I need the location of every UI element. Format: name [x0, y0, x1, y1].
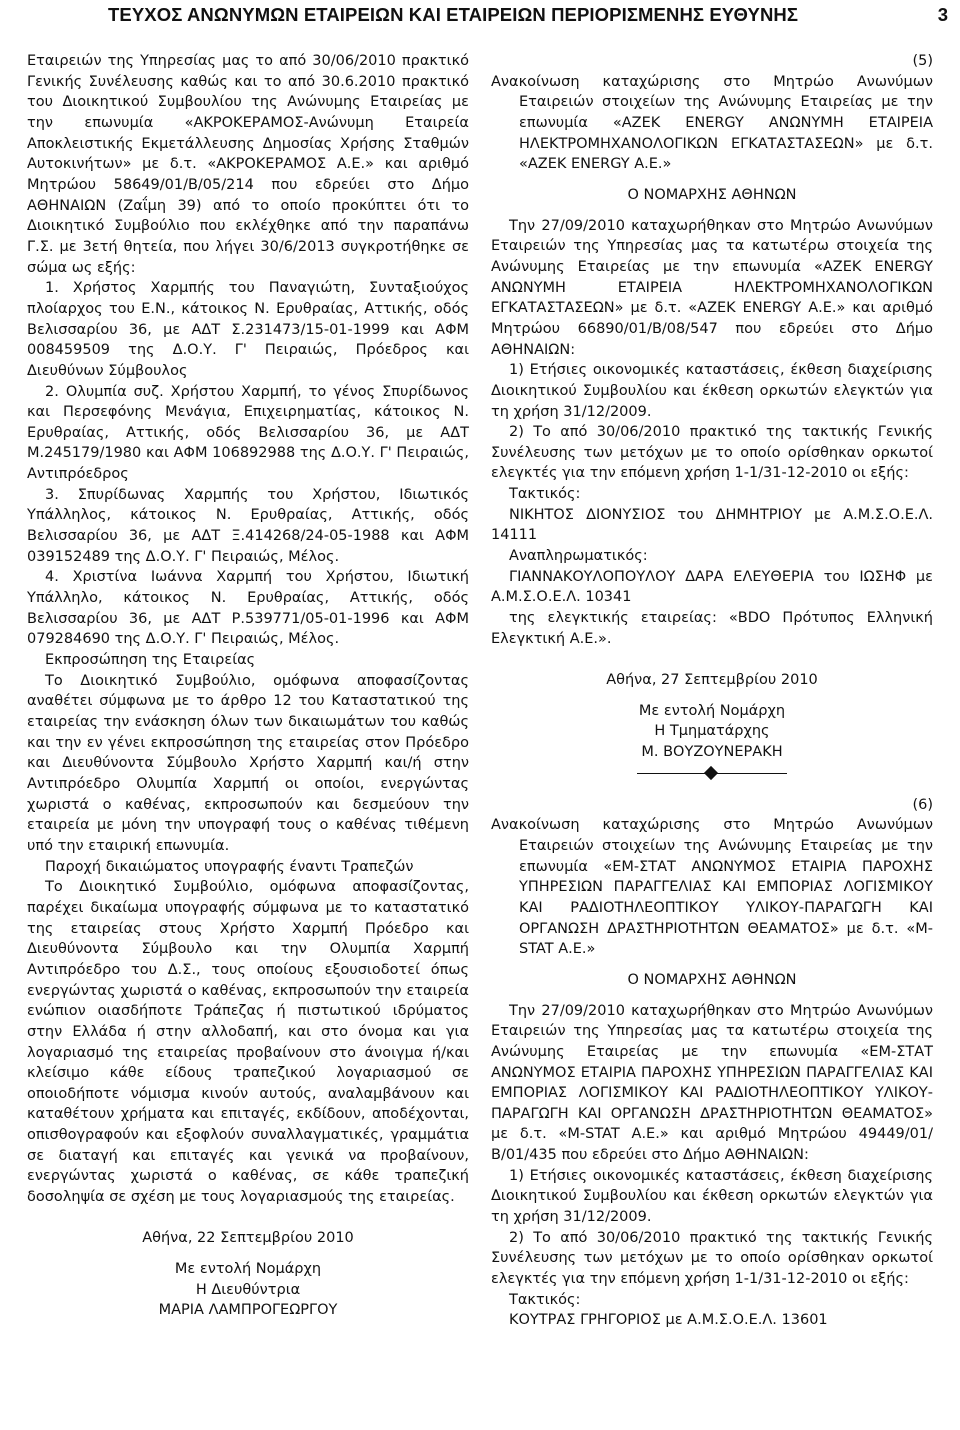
- announcement-5-regular-auditor: ΝΙΚΗΤΟΣ ΔΙΟΝΥΣΙΟΣ του ΔΗΜΗΤΡΙΟΥ με Α.Μ.Σ.Ο.Ε.Λ. 14111: [491, 506, 933, 544]
- announcement-5-regular-label: Τακτικός:: [509, 486, 581, 503]
- board-member-2: 2. Ολυμπία συζ. Χρήστου Χαρμπή, το γένος Σπυρίδωνος και Περσεφόνης Μενάγια, Επιχειρηματίας, κάτοικος Ν. Ερυθραίας, Αττικής, οδός Βελισσαρίου 36, με ΑΔΤ Μ.245179/1980 και ΑΦΜ 106892988 της Δ.Ο.Υ. Γ' Πειραιώς, Αντιπρόεδρος: [27, 383, 469, 483]
- announcement-6-regular-label: Τακτικός:: [509, 1291, 581, 1308]
- signature-text: Το Διοικητικό Συμβούλιο, ομόφωνα αποφασίζοντας, παρέχει δικαίωμα υπογραφής σύμφωνα με το καταστατικό της εταιρείας στους Χρήστο Χαρμπή Πρόεδρο και Διευθύνοντα Σύμβουλο και την Ολυμπία Χαρμπή Αντιπρόεδρο του Δ.Σ., τους οποίους εξουσιοδοτεί όπως ενεργώντας χωριστά ο καθένας, εκπροσωπούν την εταιρεία ενώπιον οιασδήποτε Τράπεζας ή πιστωτικού ιδρύματος στην Ελλάδα ή στην αλλοδαπή, και στο όνομα και για λογαριασμό της εταιρείας προβαίνουν στο άνοιγμα ή/και κλείσιμο κάθε είδους τραπεζικού λογαριασμού σε οποιοδήποτε νόμισμα κινούν αυτούς, αναλαμβάνουν και καταθέτουν χρήματα και επιταγές, εκδίδουν, αποδέχονται, οπισθογραφούν και εξοφλούν συναλλαγματικές, γραμμάτια σε διαταγή και επιταγές και γενικά να προβαίνουν, ενεργώντας χωριστά ο καθένας, σε κάθε τραπεζική δοσοληψία σε σχέση με τους λογαριασμούς της εταιρείας.: [27, 879, 469, 1206]
- issue-title: ΤΕΥΧΟΣ ΑΝΩΝΥΜΩΝ ΕΤΑΙΡΕΙΩΝ ΚΑΙ ΕΤΑΙΡΕΙΩΝ ΠΕΡΙΟΡΙΣΜΕΝΗΣ ΕΥΘΥΝΗΣ: [108, 4, 799, 25]
- announcement-5-substitute-label: Αναπληρωματικός:: [509, 548, 648, 565]
- board-member-1: 1. Χρήστος Χαρμπής του Παναγιώτη, Συνταξιούχος πλοίαρχος του Ε.Ν., κάτοικος Ν. Ερυθραίας, Αττικής, οδός Βελισσαρίου 36, με ΑΔΤ Σ.231473/15-01-1999 και ΑΦΜ 008459509 της Δ.Ο.Υ. Γ' Πειραιώς, Πρόεδρος και Διευθύνων Σύμβουλος: [27, 280, 469, 379]
- intro-paragraph: Εταιρειών της Υπηρεσίας μας το από 30/06/2010 πρακτικό Γενικής Συνέλευσης καθώς και το από 30.6.2010 πρακτικό του Διοικητικού Συμβουλίου της Ανώνυμης Εταιρείας με την επωνυμία «ΑΚΡΟΚΕΡΑΜΟΣ-Ανώνυμη Εταιρεία Αποκλειστικής Εκμετάλλευσης Δημοσίας Χρήσης Σταθμών Αυτοκινήτων» με δ.τ. «ΑΚΡΟΚΕΡΑΜΟΣ Α.Ε.» και αριθμό Μητρώου 58649/01/Β/05/214 που εδρεύει στο Δήμο ΑΘΗΝΑΙΩΝ (Ζαΐμη 39) από το οποίο προκύπτει ότι το Διοικητικό Συμβούλιο που εκλέχθηκε από την παραπάνω Γ.Σ. με 3ετή θητεία, που λήγει 30/6/2013 συγκροτήθηκε σε σώμα ως εξής:: [27, 53, 469, 276]
- announcement-5-date: Αθήνα, 27 Σεπτεμβρίου 2010: [606, 672, 818, 689]
- announcement-6-authority: Ο ΝΟΜΑΡΧΗΣ ΑΘΗΝΩΝ: [627, 971, 797, 988]
- separator-diamond-icon: [704, 766, 718, 780]
- announcement-5-item-1: 1) Ετήσιες οικονομικές καταστάσεις, έκθεση διαχείρισης Διοικητικού Συμβουλίου και έκθεση ορκωτών ελεγκτών για τη χρήση 31/12/2009.: [491, 362, 933, 420]
- announcement-6-item-2: 2) Το από 30/06/2010 πρακτικό της τακτικής Γενικής Συνέλευσης των μετόχων με το οποίο ορίσθηκαν ορκωτοί ελεγκτές για την επόμενη χρήση 1-1/31-12-2010 οι εξής:: [491, 1229, 933, 1288]
- announcement-5-number: (5): [912, 53, 933, 69]
- section-separator: [637, 763, 787, 785]
- announcement-5-authority: Ο ΝΟΜΑΡΧΗΣ ΑΘΗΝΩΝ: [627, 186, 797, 203]
- announcement-6-title: Ανακοίνωση καταχώρισης στο Μητρώο Ανωνύμων Εταιρειών στοιχείων της Ανώνυμης Εταιρείας με την επωνυμία «ΕΜ-ΣΤΑΤ ΑΝΩΝΥΜΟΣ ΕΤΑΙΡΙΑ ΠΑΡΟΧΗΣ ΥΠΗΡΕΣΙΩΝ ΠΑΡΑΓΓΕΛΙΑΣ ΚΑΙ ΕΜΠΟΡΙΑΣ ΛΟΓΙΣΜΙΚΟΥ ΚΑΙ ΡΑΔΙΟΤΗΛΕΟΠΤΙΚΟΥ ΥΛΙΚΟΥ-ΠΑΡΑΓΩΓΗ ΚΑΙ ΟΡΓΑΝΩΣΗ ΔΡΑΣΤΗΡΙΟΤΗΤΩΝ ΘΕΑΜΑΤΟΣ» με δ.τ. «M-STAT Α.Ε.»: [491, 817, 933, 958]
- left-column: [27, 51, 469, 1321]
- announcement-5-role: Η Τμηματάρχης: [654, 723, 770, 740]
- page-header: [0, 0, 960, 32]
- announcement-6-regular-auditor: ΚΟΥΤΡΑΣ ΓΡΗΓΟΡΙΟΣ με Α.Μ.Σ.Ο.Ε.Λ. 13601: [509, 1312, 828, 1329]
- representation-heading: Εκπροσώπηση της Εταιρείας: [45, 652, 256, 669]
- announcement-5-title: Ανακοίνωση καταχώρισης στο Μητρώο Ανωνύμων Εταιρειών στοιχείων της Ανώνυμης Εταιρείας με την επωνυμία «ΑΖΕΚ ENERGY ΑΝΩΝΥΜΗ ΕΤΑΙΡΕΙΑ ΗΛΕΚΤΡΟΜΗΧΑΝΟΛΟΓΙΚΩΝ ΕΓΚΑΤΑΣΤΑΣΕΩΝ» με δ.τ. «ΑΖΕΚ ENERGY Α.Ε.»: [491, 73, 933, 173]
- page-number: 3: [937, 4, 948, 25]
- left-role: Η Διευθύντρια: [195, 1281, 301, 1298]
- announcement-5-item-2: 2) Το από 30/06/2010 πρακτικό της τακτικής Γενικής Συνέλευσης των μετόχων με το οποίο ορίσθηκαν ορκωτοί ελεγκτές για την επόμενη χρήση 1-1/31-12-2010 οι εξής:: [491, 424, 933, 482]
- left-order: Με εντολή Νομάρχη: [174, 1261, 322, 1278]
- left-date: Αθήνα, 22 Σεπτεμβρίου 2010: [142, 1230, 354, 1247]
- announcement-5-audit-firm: της ελεγκτικής εταιρείας: «BDO Πρότυπος Ελληνική Ελεγκτική Α.Ε.».: [491, 610, 933, 647]
- announcement-6-text: Την 27/09/2010 καταχωρήθηκαν στο Μητρώο Ανωνύμων Εταιρειών της Υπηρεσίας μας τα κατωτέρω στοιχεία της Ανώνυμης Εταιρείας με την επωνυμία «ΕΜ-ΣΤΑΤ ΑΝΩΝΥΜΟΣ ΕΤΑΙΡΙΑ ΠΑΡΟΧΗΣ ΥΠΗΡΕΣΙΩΝ ΠΑΡΑΓΓΕΛΙΑΣ ΚΑΙ ΕΜΠΟΡΙΑΣ ΛΟΓΙΣΜΙΚΟΥ ΚΑΙ ΡΑΔΙΟΤΗΛΕΟΠΤΙΚΟΥ ΥΛΙΚΟΥ-ΠΑΡΑΓΩΓΗ ΚΑΙ ΟΡΓΑΝΩΣΗ ΔΡΑΣΤΗΡΙΟΤΗΤΩΝ ΘΕΑΜΑΤΟΣ» με δ.τ. «M-STAT Α.Ε.» και αριθμό Μητρώου 49449/01/Β/01/435 που εδρεύει στο Δήμο ΑΘΗΝΑΙΩΝ:: [491, 1002, 933, 1164]
- announcement-5-signatory: Μ. ΒΟΥΖΟΥΝΕΡΑΚΗ: [641, 743, 783, 760]
- announcement-6-item-1: 1) Ετήσιες οικονομικές καταστάσεις, έκθεση διαχείρισης Διοικητικού Συμβουλίου και έκθεση ορκωτών ελεγκτών για τη χρήση 31/12/2009.: [491, 1167, 933, 1226]
- announcement-6-number: (6): [912, 796, 933, 813]
- right-column: [491, 51, 933, 1331]
- announcement-5-text: Την 27/09/2010 καταχωρήθηκαν στο Μητρώο Ανωνύμων Εταιρειών της Υπηρεσίας μας τα κατωτέρω στοιχεία της Ανώνυμης Εταιρείας με την επωνυμία «ΑΖΕΚ ENERGY ΑΝΩΝΥΜΗ ΕΤΑΙΡΕΙΑ ΗΛΕΚΤΡΟΜΗΧΑΝΟΛΟΓΙΚΩΝ ΕΓΚΑΤΑΣΤΑΣΕΩΝ» με δ.τ. «ΑΖΕΚ ENERGY Α.Ε.» και αριθμό Μητρώου 66890/01/Β/08/547 που εδρεύει στο Δήμο ΑΘΗΝΑΙΩΝ:: [491, 217, 933, 358]
- left-signatory: ΜΑΡΙΑ ΛΑΜΠΡΟΓΕΩΡΓΟΥ: [158, 1302, 338, 1319]
- signature-heading: Παροχή δικαιώματος υπογραφής έναντι Τραπεζών: [45, 858, 414, 875]
- representation-text: Το Διοικητικό Συμβούλιο, ομόφωνα αποφασίζοντας αναθέτει σύμφωνα με το άρθρο 12 του Καταστατικού της εταιρείας την ενάσκηση όλων των δικαιωμάτων του καθώς και την εν γένει εκπροσώπηση της εταιρείας στον Πρόεδρο και Διευθύνοντα Σύμβουλο Χρήστο Χαρμπή και/ή στην Αντιπρόεδρο Ολυμπία Χαρμπή οι οποίοι, ενεργώντας χωριστά ο καθένας, εκπροσωπούν και δεσμεύουν την εταιρεία με μόνη την υπογραφή τους ο καθένας τιθέμενη υπό την εταιρική επωνυμία.: [27, 672, 469, 854]
- announcement-5-substitute-auditor: ΓΙΑΝΝΑΚΟΥΛΟΠΟΥΛΟΥ ΔΑΡΑ ΕΛΕΥΘΕΡΙΑ του ΙΩΣΗΦ με Α.Μ.Σ.Ο.Ε.Λ. 10341: [491, 568, 933, 606]
- board-member-3: 3. Σπυρίδωνας Χαρμπής του Χρήστου, Ιδιωτικός Υπάλληλος, κάτοικος Ν. Ερυθραίας, Αττικής, οδός Βελισσαρίου 36, με ΑΔΤ Ξ.414268/24-05-1988 και ΑΦΜ 039152489 της Δ.Ο.Υ. Γ' Πειραιώς, Μέλος.: [27, 486, 469, 565]
- announcement-5-order: Με εντολή Νομάρχη: [638, 702, 786, 719]
- board-member-4: 4. Χριστίνα Ιωάννα Χαρμπή του Χρήστου, Ιδιωτική Υπάλληλο, κάτοικος Ν. Ερυθραίας, Αττικής, οδός Βελισσαρίου 36, με ΑΔΤ Ρ.539771/05-01-1996 και ΑΦΜ 079284690 της Δ.Ο.Υ. Γ' Πειραιώς, Μέλος.: [27, 569, 469, 648]
